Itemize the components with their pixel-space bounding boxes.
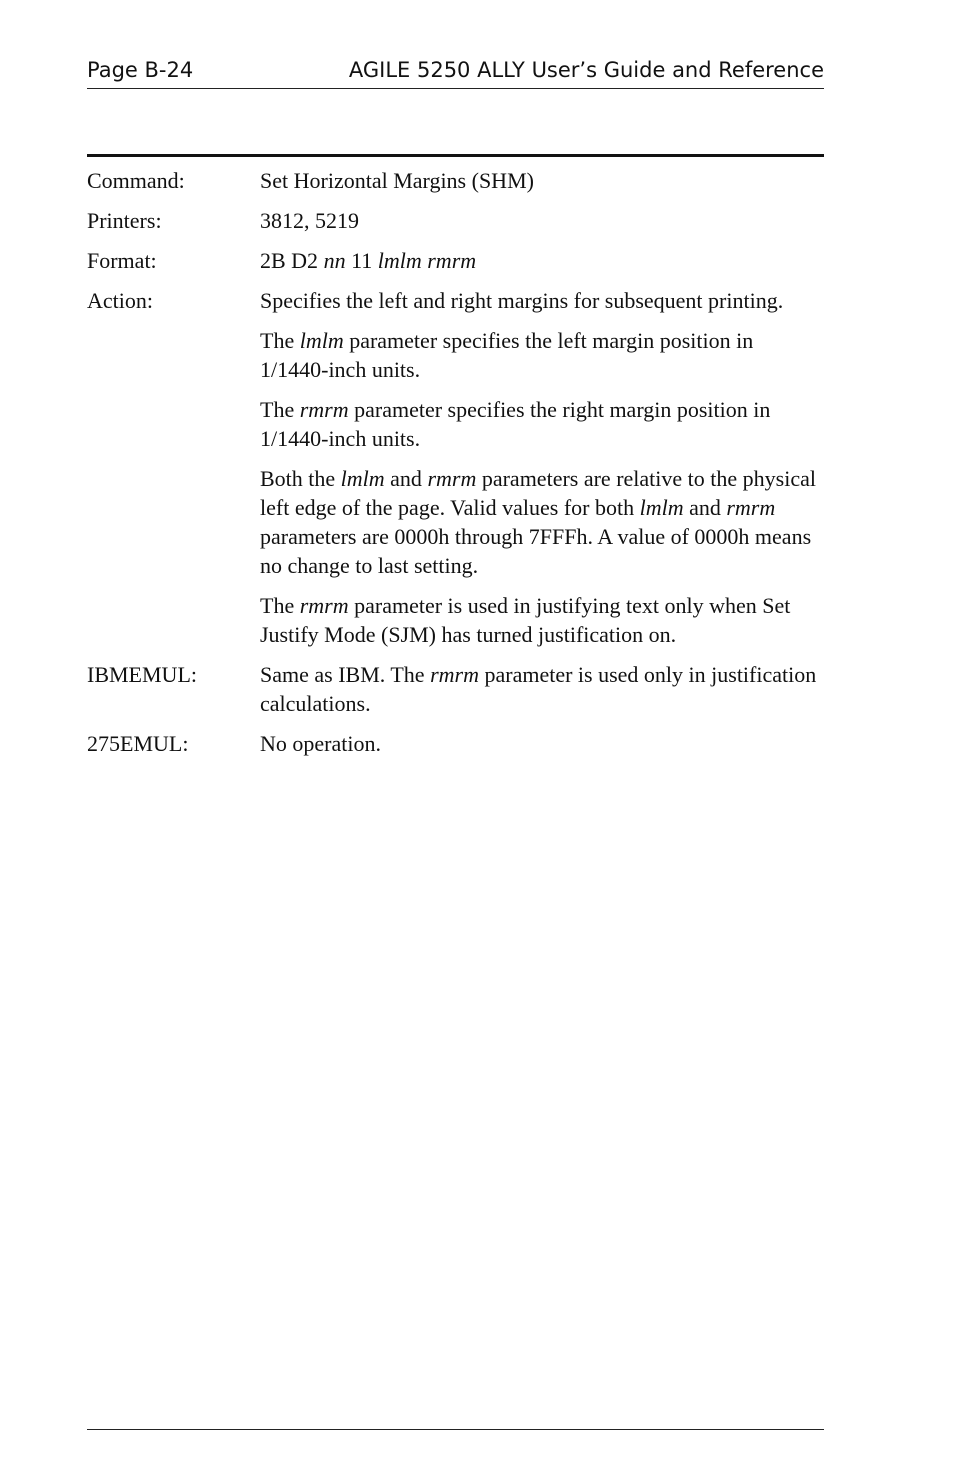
action-paragraph-5 xyxy=(260,591,824,649)
page-header xyxy=(87,58,824,89)
action-paragraph-2 xyxy=(260,326,824,384)
format-eleven: 11 xyxy=(351,248,373,273)
action-paragraph-1: Specifies the left and right margins for subsequent printing. xyxy=(260,288,784,313)
text: parameter specifies the right margin position in 1/1440-inch units. xyxy=(260,397,771,451)
text: parameter is used in justifying text only when Set Justify Mode (SJM) has turned justification on. xyxy=(260,593,791,647)
text: parameter is used only in justification calculations. xyxy=(260,662,817,716)
format-row xyxy=(87,246,824,275)
text: Both the xyxy=(260,466,341,491)
text: The xyxy=(260,397,300,422)
page-number: Page B-24 xyxy=(87,58,194,82)
text: Same as IBM. The xyxy=(260,662,431,687)
footer-rule xyxy=(87,1429,824,1430)
action-paragraph-4 xyxy=(260,464,824,580)
ibmemul-value xyxy=(260,660,824,718)
action-value xyxy=(260,286,824,649)
text: and xyxy=(683,495,727,520)
emul275-label: 275EMUL: xyxy=(87,731,189,756)
ibmemul-row xyxy=(87,660,824,718)
text: parameter specifies the left margin position in 1/1440-inch units. xyxy=(260,328,754,382)
param-name: rmrm xyxy=(430,662,479,687)
format-label: Format: xyxy=(87,248,157,273)
emul275-row xyxy=(87,729,824,758)
printers-label: Printers: xyxy=(87,208,162,233)
format-code: 2B D2 xyxy=(260,248,319,273)
ibmemul-label: IBMEMUL: xyxy=(87,662,197,687)
format-nn: nn xyxy=(323,248,346,273)
param-name: rmrm xyxy=(299,397,349,422)
format-value xyxy=(260,246,824,275)
emul275-value: No operation. xyxy=(260,731,381,756)
command-entry xyxy=(87,166,824,769)
command-label: Command: xyxy=(87,168,185,193)
top-rule xyxy=(87,154,824,157)
printers-value: 3812, 5219 xyxy=(260,208,359,233)
command-row xyxy=(87,166,824,195)
command-value: Set Horizontal Margins (SHM) xyxy=(260,168,534,193)
param-name: rmrm xyxy=(299,593,349,618)
printers-row xyxy=(87,206,824,235)
param-name: rmrm xyxy=(726,495,776,520)
param-name: rmrm xyxy=(427,466,477,491)
text: The xyxy=(260,593,300,618)
param-name: lmlm xyxy=(639,495,684,520)
format-params: lmlm rmrm xyxy=(377,248,477,273)
action-label: Action: xyxy=(87,288,153,313)
text: parameters are 0000h through 7FFFh. A value of 0000h means no change to last setting. xyxy=(260,524,812,578)
text: parameters are relative to the physical left edge of the page. Valid values for both xyxy=(260,466,816,520)
document-title: AGILE 5250 ALLY User’s Guide and Reference xyxy=(348,58,824,82)
action-row xyxy=(87,286,824,649)
param-name: lmlm xyxy=(299,328,344,353)
action-paragraph-3 xyxy=(260,395,824,453)
text: and xyxy=(384,466,428,491)
param-name: lmlm xyxy=(340,466,385,491)
text: The xyxy=(260,328,300,353)
